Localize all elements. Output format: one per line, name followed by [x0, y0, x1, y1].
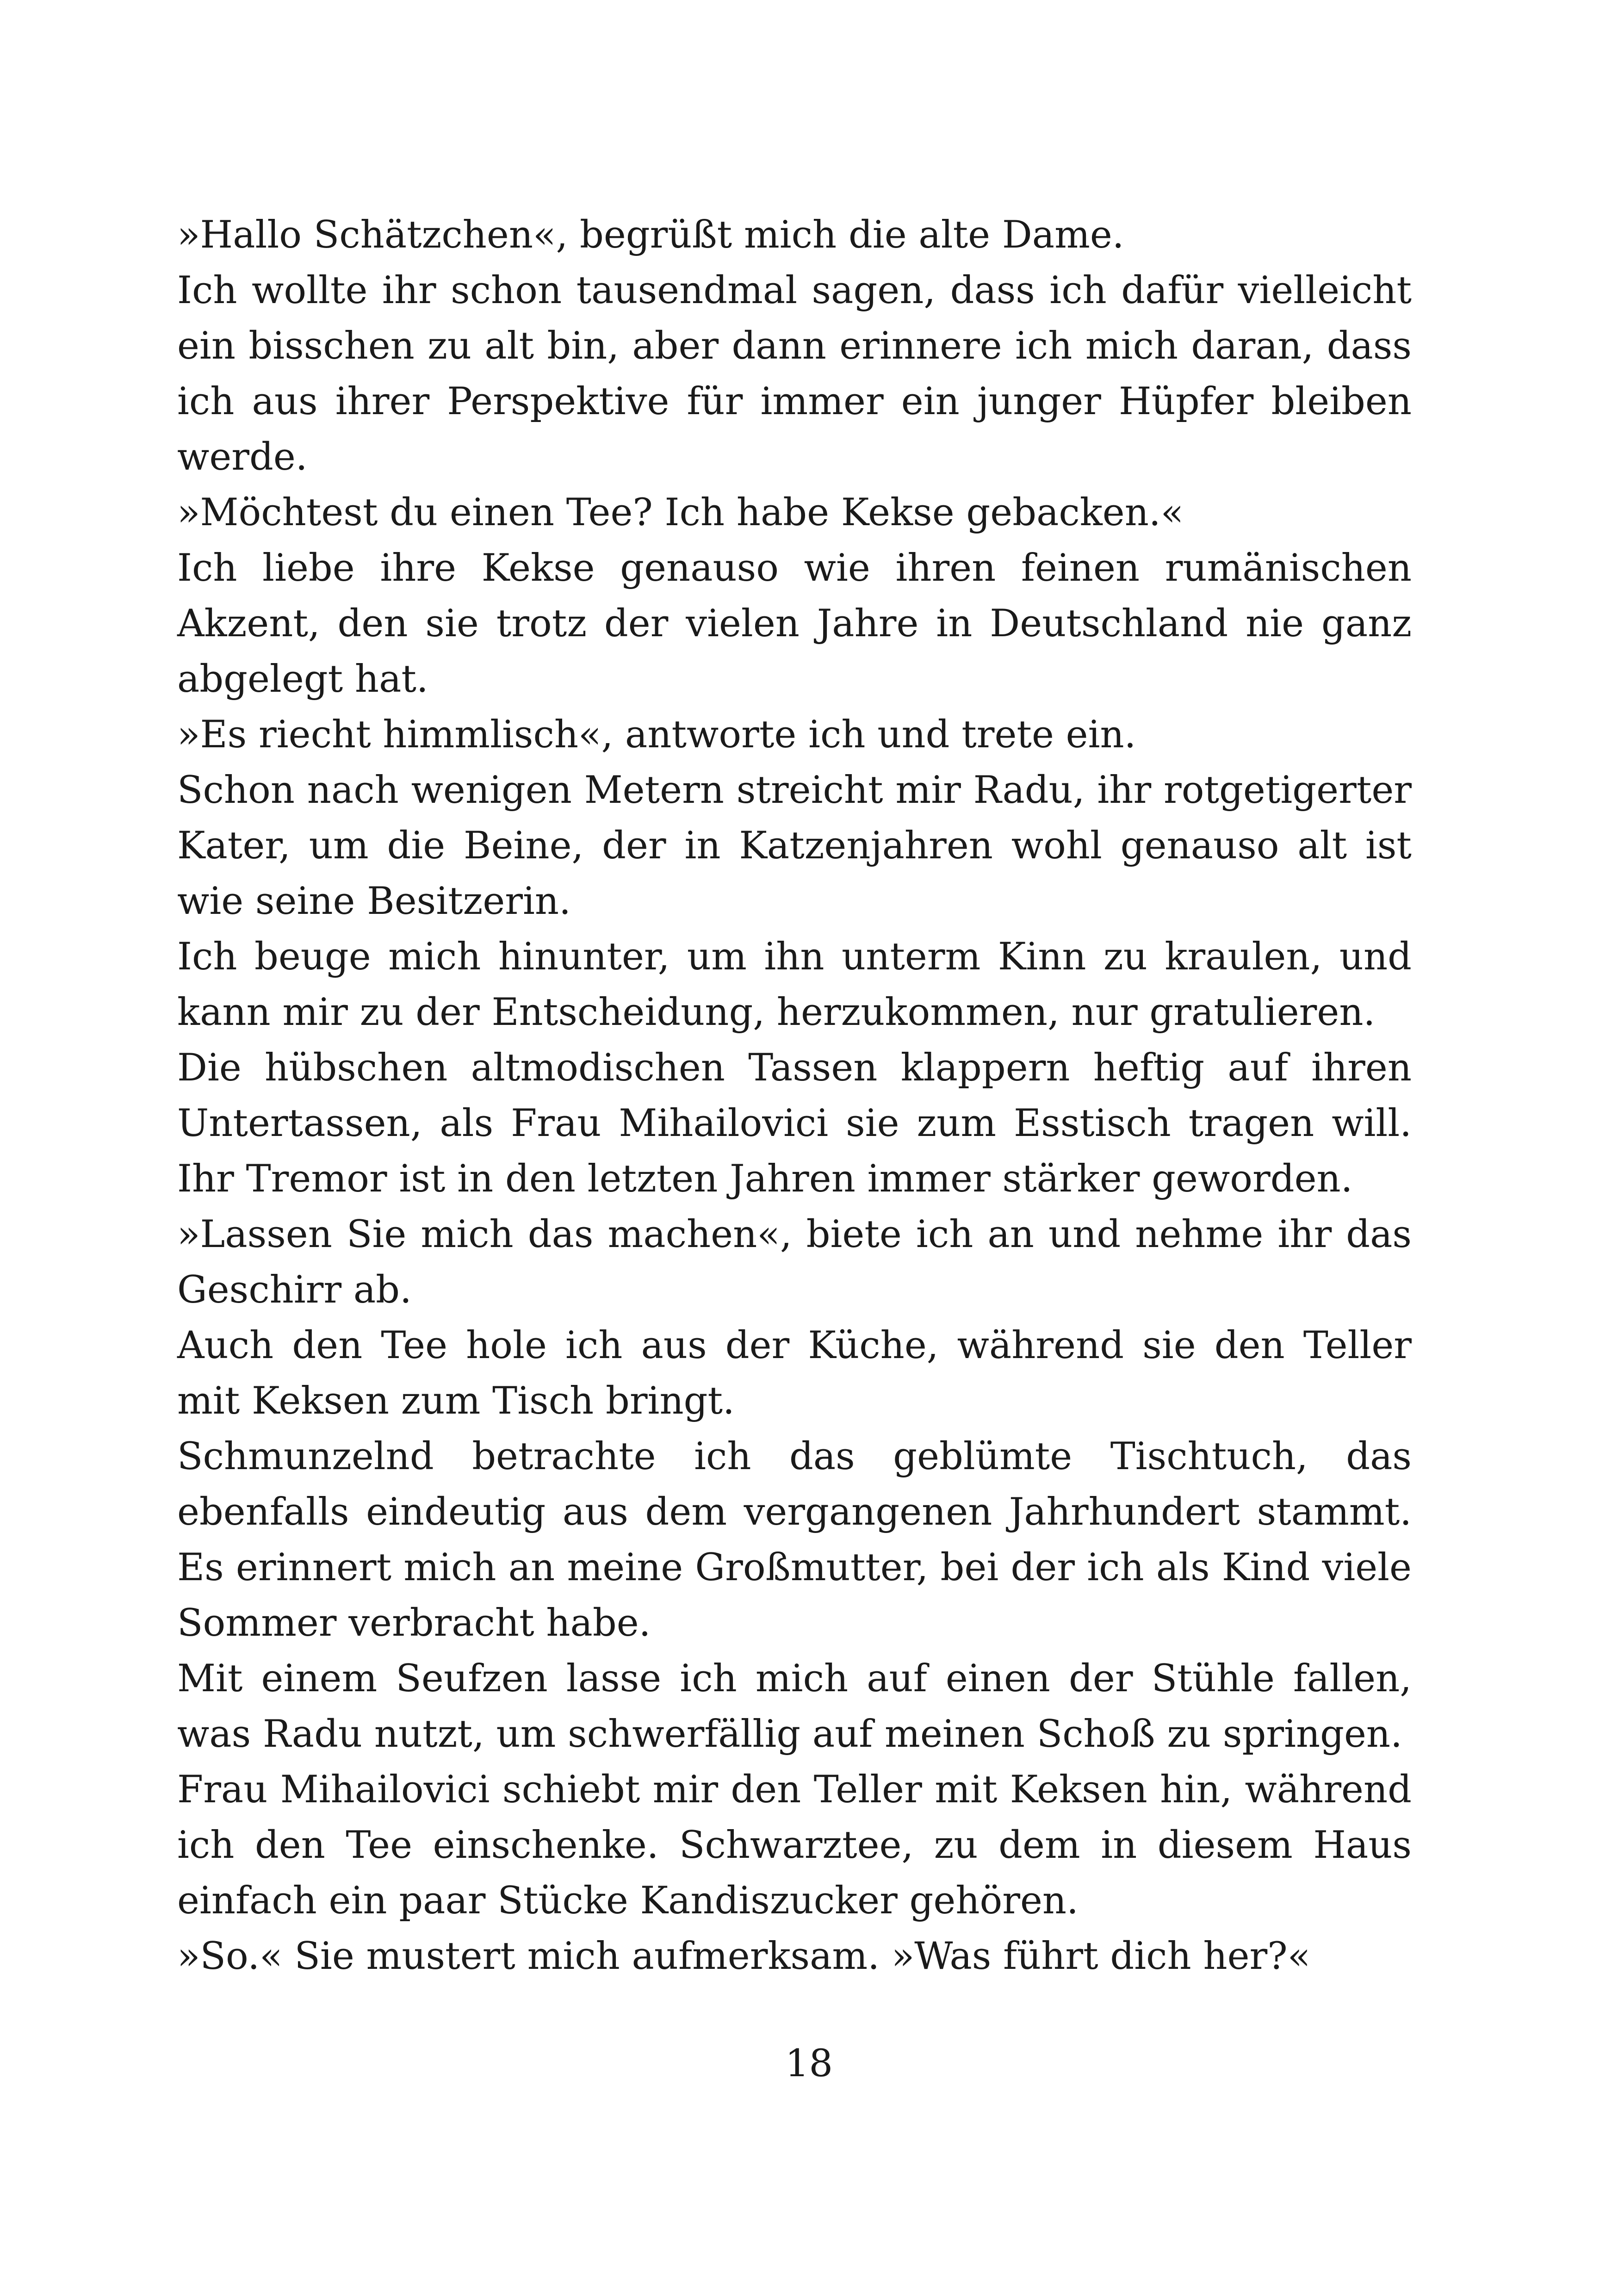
- paragraph-1: »Hallo Schätzchen«, begrüßt mich die alte Dame.: [177, 213, 1124, 257]
- paragraph-5: »Es riecht himmlisch«, antworte ich und trete ein.: [177, 713, 1136, 757]
- paragraph-14: »So.« Sie mustert mich aufmerksam. »Was führt dich her?«: [177, 1935, 1311, 1978]
- paragraph-7: Ich beuge mich hinunter, um ihn unterm Kinn zu kraulen, und kann mir zu der Entscheidung, herzukommen, nur gratulieren.: [177, 935, 1412, 1034]
- paragraph-13: Frau Mihailovici schiebt mir den Teller mit Keksen hin, während ich den Tee einschenke. Schwarztee, zu dem in diesem Haus einfach ein paar Stücke Kandiszucker gehören.: [177, 1768, 1412, 1923]
- page-number: 18: [785, 2042, 833, 2085]
- paragraph-9: »Lassen Sie mich das machen«, biete ich an und nehme ihr das Geschirr ab.: [177, 1213, 1412, 1312]
- paragraph-12: Mit einem Seufzen lasse ich mich auf einen der Stühle fallen, was Radu nutzt, um schwerfällig auf meinen Schoß zu springen.: [177, 1657, 1412, 1756]
- paragraph-3: »Möchtest du einen Tee? Ich habe Kekse gebacken.«: [177, 491, 1184, 534]
- paragraph-4: Ich liebe ihre Kekse genauso wie ihren feinen rumänischen Akzent, den sie trotz der vielen Jahre in Deutschland nie ganz abgelegt hat.: [177, 546, 1412, 701]
- paragraph-6: Schon nach wenigen Metern streicht mir Radu, ihr rotgetigerter Kater, um die Beine, der in Katzenjahren wohl genauso alt ist wie seine Besitzerin.: [177, 769, 1412, 923]
- paragraph-8: Die hübschen altmodischen Tassen klappern heftig auf ihren Untertassen, als Frau Mihailovici sie zum Esstisch tragen will. Ihr Tremor ist in den letzten Jahren immer stärker geworden.: [177, 1046, 1412, 1201]
- body-text: [177, 207, 1412, 1984]
- paragraph-10: Auch den Tee hole ich aus der Küche, während sie den Teller mit Keksen zum Tisch bringt.: [177, 1324, 1412, 1423]
- paragraph-11: Schmunzelnd betrachte ich das geblümte Tischtuch, das ebenfalls eindeutig aus dem vergangenen Jahrhundert stammt. Es erinnert mich an meine Großmutter, bei der ich als Kind viele Sommer verbracht habe.: [177, 1435, 1412, 1645]
- paragraph-2: Ich wollte ihr schon tausendmal sagen, dass ich dafür vielleicht ein bisschen zu alt bin, aber dann erinnere ich mich daran, dass ich aus ihrer Perspektive für immer ein junger Hüpfer bleiben werde.: [177, 269, 1412, 479]
